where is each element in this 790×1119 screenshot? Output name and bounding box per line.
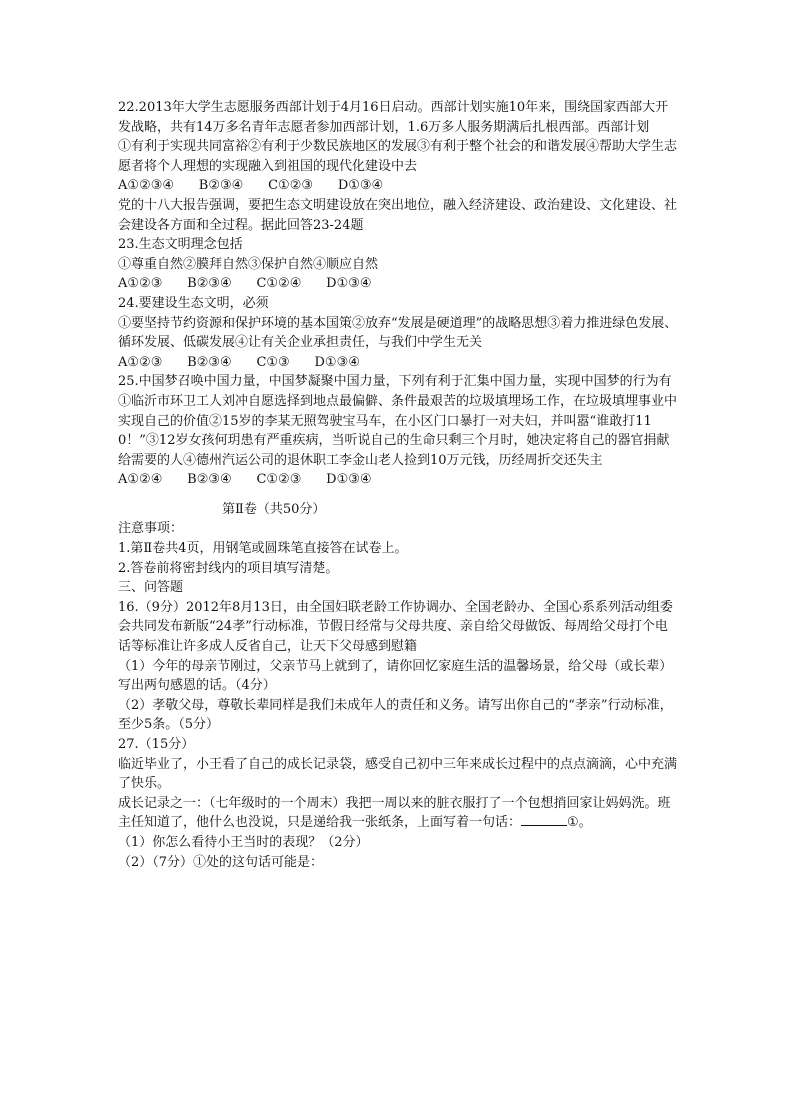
q27-sub2: （2）（7分）①处的这句话可能是：	[118, 854, 324, 870]
section-heading: 三、问答题	[118, 580, 184, 596]
q27-record1-marker: ①。	[567, 815, 592, 831]
q25-stem: 25.中国梦召唤中国力量，中国梦凝聚中国力量，下列有利于汇集中国力量，实现中国梦的行为有	[118, 374, 672, 390]
part2-title: 第Ⅱ卷（共50分）	[222, 501, 326, 517]
note-1: 1.第Ⅱ卷共4页，用钢笔或圆珠笔直接答在试卷上。	[118, 541, 408, 557]
q25-statements: ①临沂市环卫工人刘冲自愿选择到地点最偏僻、条件最艰苦的垃圾填埋场工作，在垃圾填埋事业中实现自己的价值②15岁的李某无照驾驶宝马车，在小区门口暴打一对夫妇，并叫嚣“谁敢打110！”③12岁女孩何玥患有严重疾病，当听说自己的生命只剩三个月时，她决定将自己的器官捐献给需要的人④德州汽运公司的退休职工李金山老人捡到10万元钱，历经周折交还失主	[118, 393, 678, 468]
answer-blank[interactable]	[521, 813, 567, 826]
q24-stem: 24.要建设生态文明，必须	[118, 295, 269, 311]
q27-stem: 27.（15分）	[118, 737, 195, 752]
intro-23-24: 党的十八大报告强调，要把生态文明建设放在突出地位，融入经济建设、政治建设、文化建设、社会建设各方面和全过程。据此回答23-24题	[118, 197, 678, 233]
q26-sub1: （1）今年的母亲节刚过，父亲节马上就到了，请你回忆家庭生活的温馨场景，给父母（或长辈）写出两句感恩的话。（4分）	[118, 658, 673, 694]
q22-statements: ①有利于实现共同富裕②有利于少数民族地区的发展③有利于整个社会的和谐发展④帮助大学生志愿者将个人理想的实现融入到祖国的现代化建设中去	[118, 139, 678, 174]
q27-record1	[118, 794, 678, 833]
q23-options: A①②③ B②③④ C①②④ D①③④	[118, 276, 372, 292]
q27-intro: 临近毕业了，小王看了自己的成长记录袋，感受自己初中三年来成长过程中的点点滴滴，心中充满了快乐。	[118, 756, 678, 792]
q22-stem: 22.2013年大学生志愿服务西部计划于4月16日启动。西部计划实施10年来，围绕国家西部大开发战略，共有14万多名青年志愿者参加西部计划，1.6万多人服务期满后扎根西部。西部计划	[118, 100, 669, 135]
exam-page	[118, 98, 678, 872]
q23-stem: 23.生态文明理念包括	[118, 237, 243, 253]
q26-sub2: （2）孝敬父母，尊敬长辈同样是我们未成年人的责任和义务。请写出你自己的“孝亲”行动标准，至少5条。（5分）	[118, 697, 673, 733]
q24-statements: ①要坚持节约资源和保护环境的基本国策②放弃“发展是硬道理”的战略思想③着力推进绿色发展、循环发展、低碳发展④让有关企业承担责任，与我们中学生无关	[118, 315, 678, 351]
q23-statements: ①尊重自然②膜拜自然③保护自然④顺应自然	[118, 256, 379, 272]
q27-sub1: （1）你怎么看待小王当时的表现？（2分）	[118, 834, 369, 850]
q22-options: A①②③④ B②③④ C①②③ D①③④	[118, 178, 384, 194]
note-2: 2.答卷前将密封线内的项目填写清楚。	[118, 560, 339, 576]
q25-options: A①②④ B②③④ C①②③ D①③④	[118, 472, 372, 488]
q24-options: A①②③ B②③④ C①③ D①③④	[118, 354, 360, 370]
q27-record1-text: 成长记录之一：（七年级时的一个周末）我把一周以来的脏衣服打了一个包想捎回家让妈妈洗。班主任知道了，他什么也没说，只是递给我一张纸条，上面写着一句话：	[118, 795, 671, 831]
q26-stem: 16.（9分）2012年8月13日，由全国妇联老龄工作协调办、全国老龄办、全国心系系列活动组委会共同发布新版“24孝”行动标准，节假日经常与父母共度、亲自给父母做饭、每周给父母打个电话等标准让许多成人反省自己，让天下父母感到慰籍	[118, 599, 673, 655]
notes-heading: 注意事项：	[118, 521, 184, 537]
